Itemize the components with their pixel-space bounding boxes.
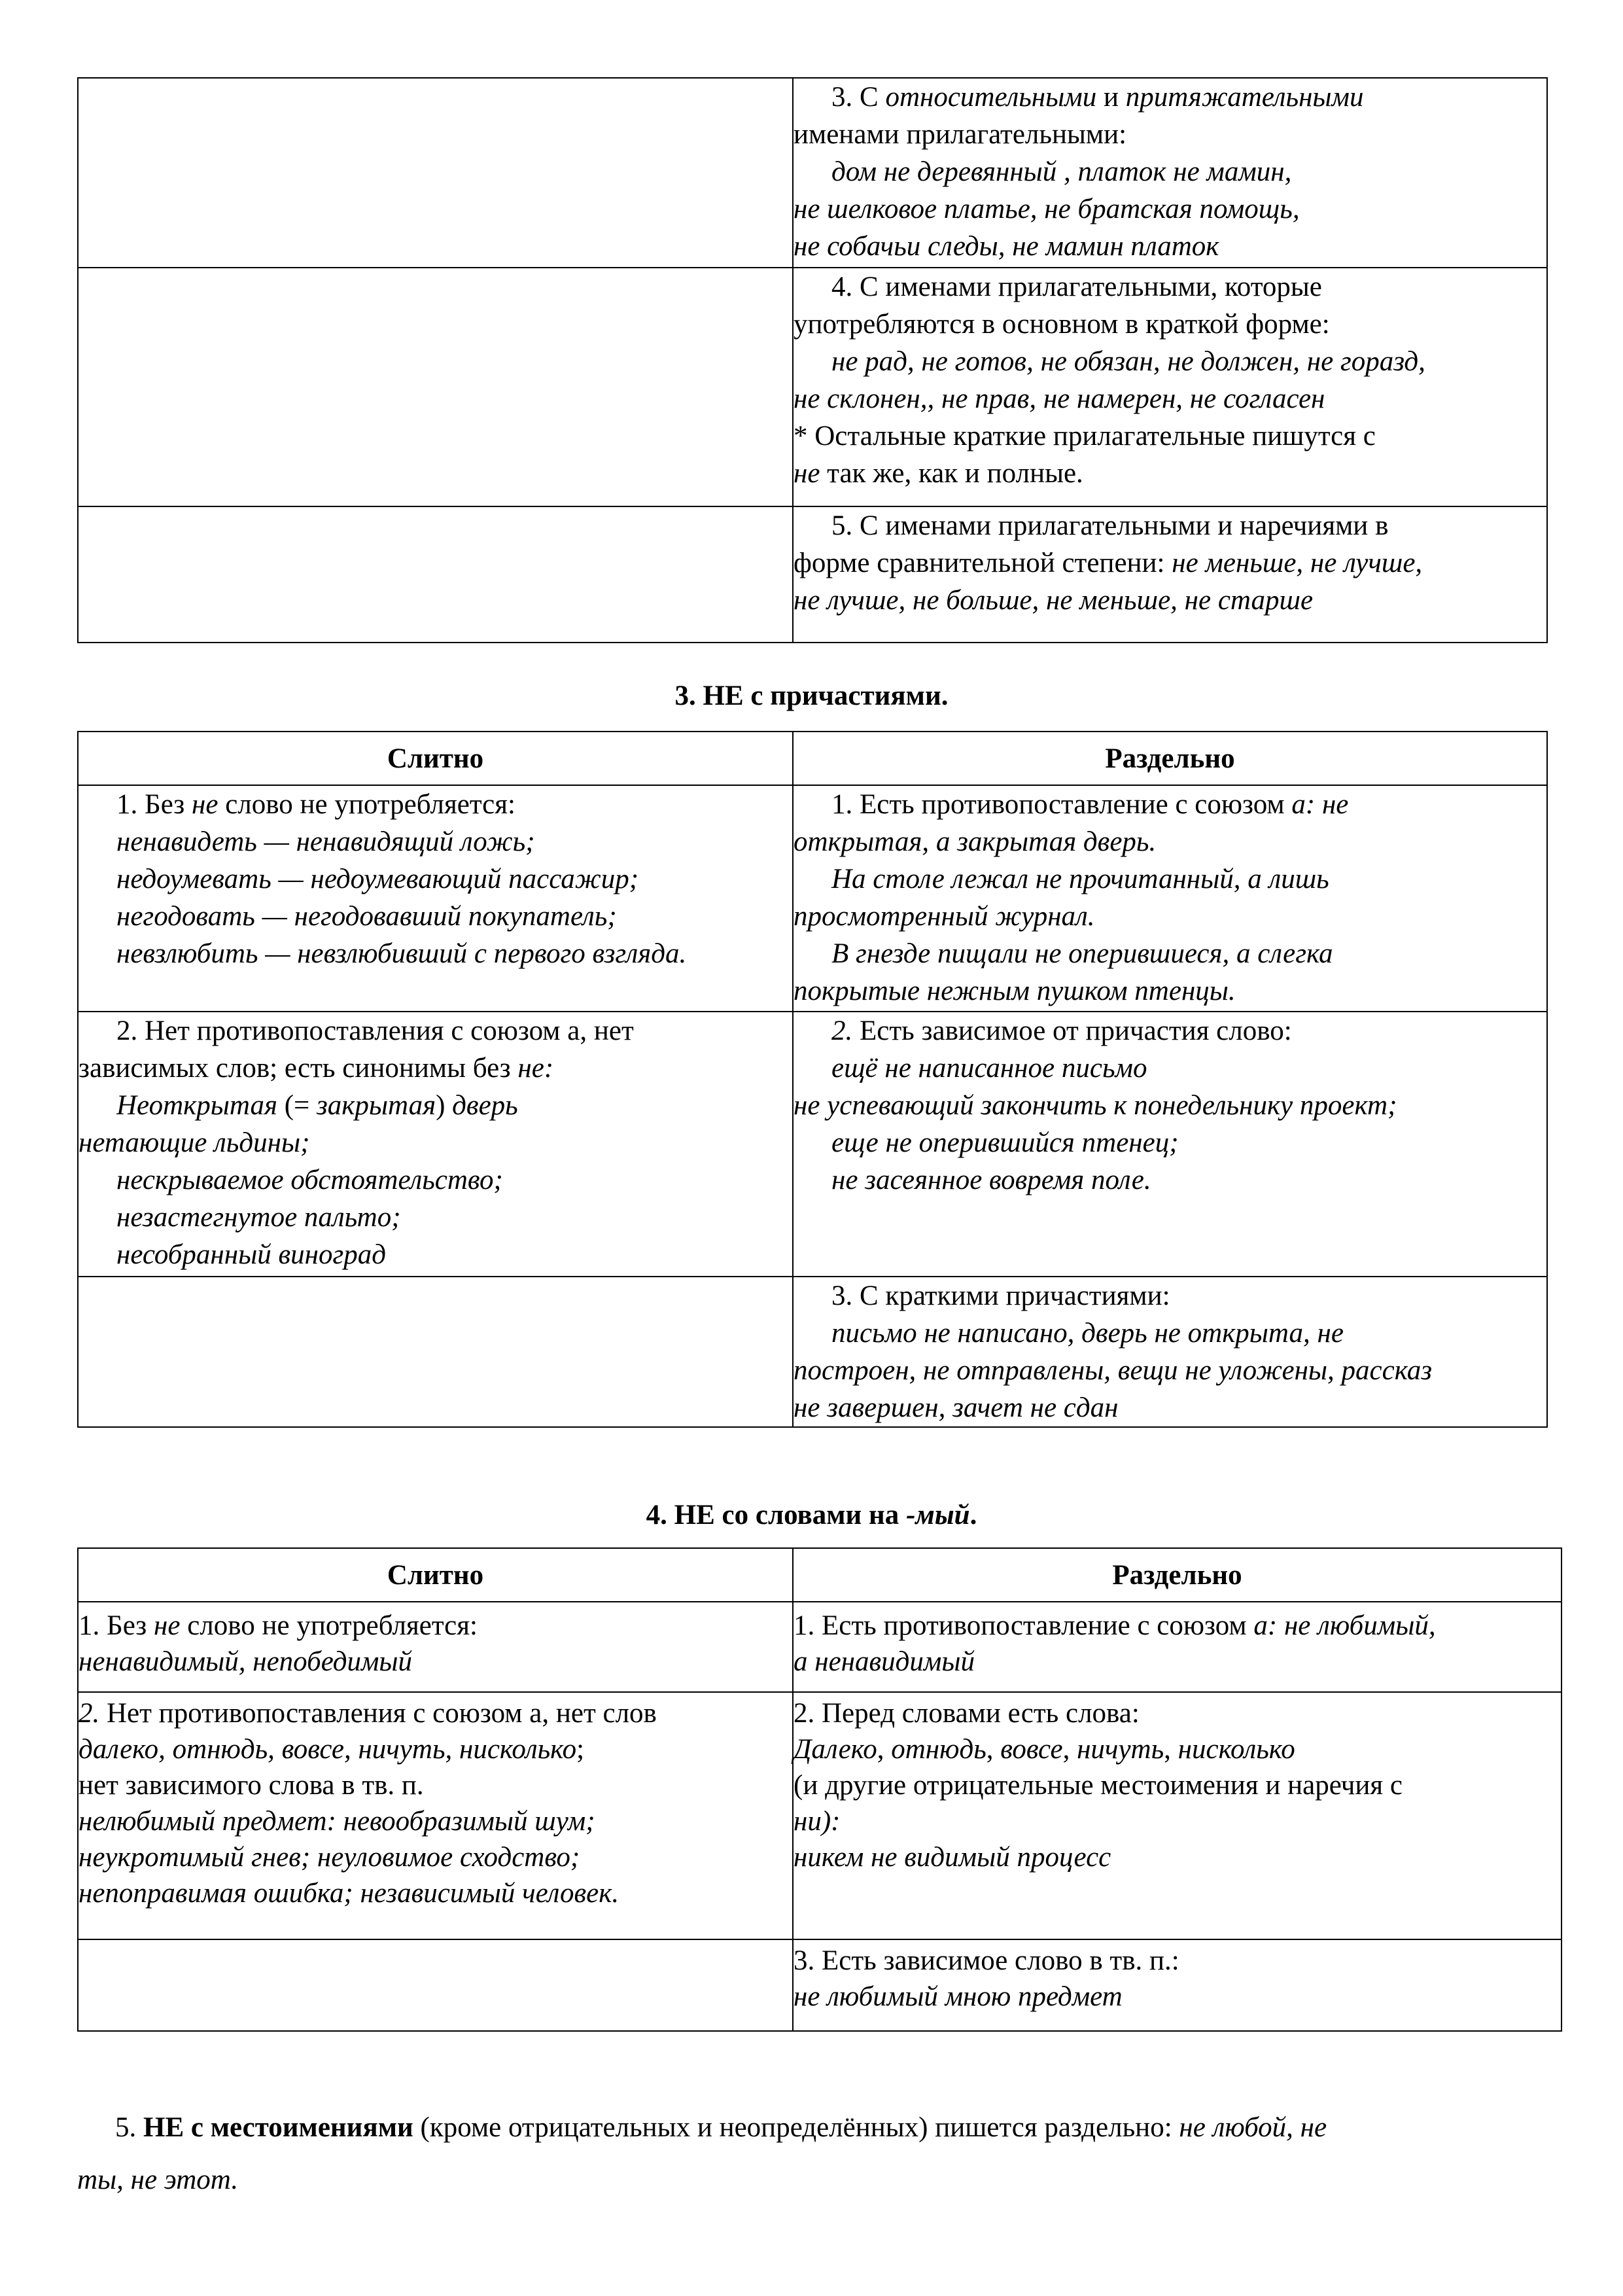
cell-line — [794, 786, 1543, 823]
table-header-row — [78, 1548, 1562, 1602]
cell-line — [79, 935, 788, 972]
cell-line — [794, 1277, 1543, 1315]
text-run: (и другие отрицательные местоимения и наречия с — [794, 1770, 1403, 1801]
cell-line — [79, 1767, 788, 1803]
text-run: , — [1062, 1734, 1077, 1765]
cell-line — [794, 343, 1543, 380]
cell-line — [794, 1315, 1543, 1352]
cell-line — [794, 898, 1543, 935]
section-heading: 3. НЕ с причастиями. — [674, 680, 949, 711]
cell-line — [794, 116, 1543, 153]
right-cell — [793, 1939, 1562, 2031]
cell-line — [79, 1012, 788, 1050]
cell-line — [794, 1731, 1557, 1767]
cell-line — [794, 507, 1543, 544]
text-run: дверь — [452, 1090, 518, 1121]
cell-line — [79, 1731, 788, 1767]
text-run: построен, не отправлены, вещи не уложены, рассказ — [794, 1355, 1433, 1386]
text-run: покрытые нежным пушком птенцы. — [794, 976, 1236, 1006]
right-cell — [793, 1692, 1562, 1939]
text-run: употребляются в основном в краткой форме: — [794, 309, 1330, 340]
text-run: нелюбимый предмет: невообразимый шум; — [79, 1806, 595, 1837]
text-run: 1. Есть противопоставление с союзом — [831, 789, 1292, 820]
cell-line — [794, 190, 1543, 228]
text-run: не — [154, 1610, 181, 1641]
text-run: никем не видимый процесс — [794, 1842, 1111, 1873]
paragraph-line — [77, 2154, 1543, 2206]
cell-line — [794, 1767, 1557, 1803]
myi-words-table — [77, 1547, 1562, 2032]
text-run: 2. Перед словами есть слова: — [794, 1698, 1140, 1729]
right-cell — [793, 268, 1547, 506]
text-run: 1. Есть противопоставление с союзом — [794, 1610, 1254, 1641]
cell-line — [794, 455, 1543, 492]
text-run: негодовать — негодовавший покупатель; — [116, 901, 617, 932]
text-run: , — [986, 1734, 1001, 1765]
table-row — [78, 268, 1547, 506]
cell-line — [79, 1839, 788, 1875]
text-run: НЕ с местоимениями — [143, 2112, 413, 2143]
text-run: не засеянное вовремя поле. — [831, 1165, 1151, 1195]
text-run: Далеко — [794, 1734, 877, 1765]
text-run: закрытая — [317, 1090, 436, 1121]
left-cell — [78, 78, 793, 268]
table-header-row — [78, 732, 1547, 785]
cell-line — [79, 786, 788, 823]
left-cell — [78, 1602, 793, 1692]
text-run: еще не оперившийся птенец; — [831, 1127, 1179, 1158]
cell-line — [794, 1124, 1543, 1161]
text-run: форме сравнительной степени: — [794, 548, 1172, 578]
text-run: отнюдь — [891, 1734, 986, 1765]
text-run: не любой, не — [1179, 2112, 1327, 2143]
cell-line — [794, 1050, 1543, 1087]
cell-line — [79, 1608, 788, 1644]
cell-line — [794, 860, 1543, 898]
cell-line — [794, 935, 1543, 972]
cell-line — [794, 1979, 1557, 2015]
text-run: просмотренный журнал. — [794, 901, 1095, 932]
column-header-left: Слитно — [78, 732, 793, 785]
cell-line — [794, 228, 1543, 265]
cell-line — [794, 1839, 1557, 1875]
text-run: ненавидеть — ненавидящий ложь; — [116, 826, 535, 857]
text-run: ничуть — [1077, 1734, 1164, 1765]
cell-line — [79, 1875, 788, 1911]
cell-line — [794, 1352, 1543, 1389]
cell-line — [794, 1943, 1557, 1979]
text-run: , — [877, 1734, 892, 1765]
text-run: не шелковое платье, не братская помощь, — [794, 194, 1300, 224]
text-run: * Остальные краткие прилагательные пишутся с — [794, 421, 1376, 451]
text-run: ненавидимый, непобедимый — [79, 1646, 413, 1677]
cell-line — [794, 417, 1543, 455]
cell-line — [79, 860, 788, 898]
text-run: слово не употребляется: — [218, 789, 515, 820]
table-row — [78, 506, 1547, 643]
text-run: не завершен, зачет не сдан — [794, 1392, 1119, 1423]
heading-end: . — [969, 1500, 977, 1530]
text-run: ; — [576, 1734, 585, 1765]
text-run: 1. Без — [116, 789, 192, 820]
text-run: письмо не написано, дверь не открыта, не — [831, 1318, 1344, 1349]
text-run: не — [794, 458, 820, 489]
text-run: ) — [436, 1090, 453, 1121]
left-cell — [78, 268, 793, 506]
cell-line — [79, 1050, 788, 1087]
text-run: несобранный виноград — [116, 1239, 386, 1270]
cell-line — [79, 1695, 788, 1731]
text-run: ещё не написанное письмо — [831, 1053, 1147, 1084]
text-run: не любимый мною предмет — [794, 1981, 1123, 2012]
text-run: нетающие льдины; — [79, 1127, 310, 1158]
left-cell — [78, 1692, 793, 1939]
cell-line — [79, 898, 788, 935]
text-run: Есть зависимое от причастия слово: — [852, 1016, 1292, 1046]
column-header-right: Раздельно — [793, 732, 1547, 785]
text-run: не успевающий закончить к понедельнику проект; — [794, 1090, 1397, 1121]
left-cell — [78, 506, 793, 643]
text-run: 5. С именами прилагательными и наречиями в — [831, 510, 1389, 541]
right-cell — [793, 78, 1547, 268]
text-run: 3. С краткими причастиями: — [831, 1280, 1170, 1311]
heading-suffix: -мый — [906, 1500, 970, 1530]
cell-line — [79, 1236, 788, 1273]
text-run: 2. — [79, 1698, 100, 1729]
cell-line — [794, 306, 1543, 343]
text-run: не собачьи следы, не мамин платок — [794, 231, 1219, 262]
text-run: не рад, не готов, не обязан, не должен, не горазд, — [831, 346, 1425, 377]
text-run: Нет противопоставления с союзом а, нет слов — [99, 1698, 657, 1729]
cell-line — [79, 1803, 788, 1839]
cell-line — [794, 1803, 1557, 1839]
participles-table — [77, 731, 1548, 1428]
text-run: 5. — [115, 2112, 143, 2143]
text-run: не меньше, не лучше, — [1172, 548, 1423, 578]
text-run: нет зависимого слова в тв. п. — [79, 1770, 424, 1801]
left-cell — [78, 1277, 793, 1427]
text-run: непоправимая ошибка; независимый человек. — [79, 1878, 620, 1909]
cell-line — [794, 380, 1543, 417]
cell-line — [794, 79, 1543, 116]
table-row — [78, 1939, 1562, 2031]
text-run: нисколько — [1178, 1734, 1295, 1765]
text-run: притяжательными — [1125, 82, 1364, 113]
cell-line — [79, 823, 788, 860]
cell-line — [79, 1199, 788, 1236]
text-run: (= — [277, 1090, 317, 1121]
text-run: 1. Без — [79, 1610, 154, 1641]
text-run: 2. Нет противопоставления с союзом а, нет — [116, 1016, 634, 1046]
text-run: 3. С — [831, 82, 886, 113]
left-cell — [78, 1939, 793, 2031]
cell-line — [794, 1695, 1557, 1731]
text-run: На столе лежал не прочитанный, а лишь — [831, 864, 1329, 894]
column-header-left: Слитно — [78, 1548, 793, 1602]
cell-line — [79, 1161, 788, 1199]
right-cell — [793, 506, 1547, 643]
text-run: Неоткрытая — [116, 1090, 277, 1121]
text-run: , — [1164, 1734, 1178, 1765]
column-header-right: Раздельно — [793, 1548, 1562, 1602]
adjectives-table — [77, 77, 1548, 643]
cell-line — [794, 544, 1543, 582]
cell-line — [794, 1608, 1557, 1644]
table-row — [78, 78, 1547, 268]
table-row — [78, 1602, 1562, 1692]
text-run: именами прилагательными: — [794, 119, 1127, 150]
text-run: не — [192, 789, 218, 820]
text-run: вовсе — [1000, 1734, 1063, 1765]
text-run: не лучше, не больше, не меньше, не старше — [794, 585, 1314, 616]
table-row — [78, 1692, 1562, 1939]
cell-line — [794, 823, 1543, 860]
right-cell — [793, 1602, 1562, 1692]
paragraph-line — [77, 2102, 1543, 2154]
text-run: недоумевать — недоумевающий пассажир; — [116, 864, 639, 894]
text-run: так же, как и полные. — [820, 458, 1083, 489]
section-heading — [0, 1496, 1623, 1534]
section-5-paragraph — [77, 2102, 1543, 2206]
text-run: а: не любимый, — [1253, 1610, 1436, 1641]
table-row — [78, 1012, 1547, 1277]
right-cell — [793, 1277, 1547, 1427]
cell-line — [794, 582, 1543, 619]
cell-line — [79, 1124, 788, 1161]
text-run: 2. — [831, 1016, 853, 1046]
right-cell — [793, 785, 1547, 1012]
cell-line — [794, 153, 1543, 190]
text-run: не склонен,, не прав, не намерен, не согласен — [794, 383, 1325, 414]
text-run: незастегнутое пальто; — [116, 1202, 401, 1233]
cell-line — [79, 1644, 788, 1680]
left-cell — [78, 1012, 793, 1277]
cell-line — [794, 1087, 1543, 1124]
text-run: а: не — [1291, 789, 1349, 820]
text-run: ты, не этот. — [77, 2164, 239, 2195]
cell-line — [794, 1389, 1543, 1426]
right-cell — [793, 1012, 1547, 1277]
text-run: 4. С именами прилагательными, которые — [831, 272, 1322, 302]
text-run: нескрываемое обстоятельство; — [116, 1165, 503, 1195]
text-run: неукротимый гнев; неуловимое сходство; — [79, 1842, 580, 1873]
text-run: относительными — [885, 82, 1097, 113]
table-row — [78, 1277, 1547, 1427]
cell-line — [794, 972, 1543, 1010]
text-run: дом не деревянный , платок не мамин, — [831, 156, 1292, 187]
cell-line — [794, 1644, 1557, 1680]
text-run: слово не употребляется: — [180, 1610, 478, 1641]
text-run: а ненавидимый — [794, 1646, 975, 1677]
cell-line — [794, 268, 1543, 306]
cell-line — [794, 1012, 1543, 1050]
left-cell — [78, 785, 793, 1012]
text-run: ни): — [794, 1806, 841, 1837]
heading-text: 4. НЕ со словами на — [646, 1500, 907, 1530]
text-run: зависимых слов; есть синонимы без — [79, 1053, 518, 1084]
cell-line — [79, 1087, 788, 1124]
text-run: невзлюбить — невзлюбивший с первого взгляда. — [116, 938, 687, 969]
table-row — [78, 785, 1547, 1012]
text-run: открытая, а закрытая дверь. — [794, 826, 1157, 857]
text-run: (кроме отрицательных и неопределённых) пишется раздельно: — [413, 2112, 1179, 2143]
text-run: далеко, отнюдь, вовсе, ничуть, нисколько — [79, 1734, 577, 1765]
text-run: В гнезде пищали не оперившиеся, а слегка — [831, 938, 1333, 969]
text-run: 3. Есть зависимое слово в тв. п.: — [794, 1945, 1179, 1976]
text-run: не: — [517, 1053, 554, 1084]
cell-line — [794, 1161, 1543, 1199]
text-run: и — [1096, 82, 1126, 113]
